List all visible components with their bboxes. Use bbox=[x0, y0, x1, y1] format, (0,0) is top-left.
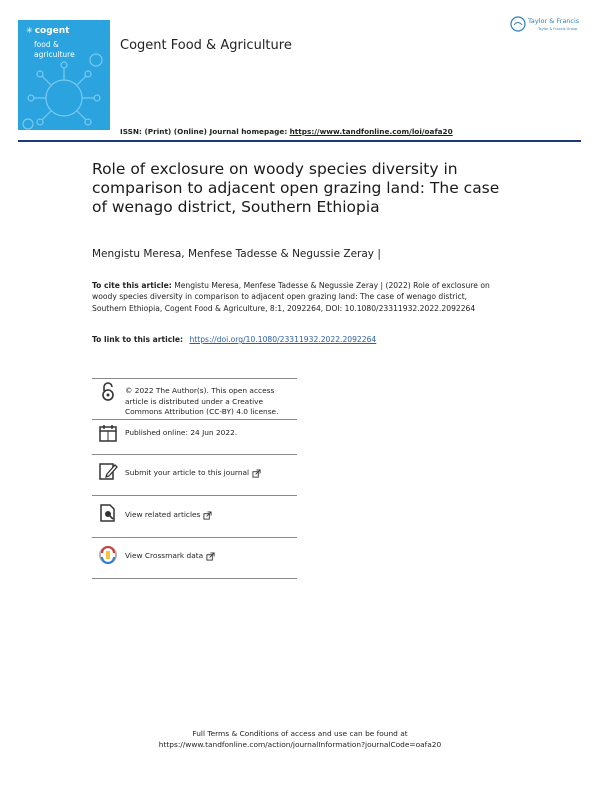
info-divider bbox=[92, 495, 297, 496]
publisher-name: Taylor & Francis bbox=[528, 17, 580, 25]
journal-title: Cogent Food & Agriculture bbox=[120, 38, 292, 53]
citation-text: Mengistu Meresa, Menfese Tadesse & Negussie Zeray | (2022) Role of exclosure on woody species diversity in comparison to adjacent open grazing land: The case of wenago district, Southern Ethiopia, Cogent Food & Agriculture, 8:1, 2092264, DOI: 10.1080/23311932.2022.2092264 bbox=[92, 281, 490, 313]
cover-subtitle-line2: agriculture bbox=[34, 50, 75, 59]
related-articles-link[interactable] bbox=[125, 510, 212, 521]
citation-block bbox=[92, 280, 502, 314]
cover-virus-graphic bbox=[18, 20, 110, 130]
article-authors: Mengistu Meresa, Menfese Tadesse & Negussie Zeray | bbox=[92, 248, 381, 260]
info-divider bbox=[92, 537, 297, 538]
footer-terms-link[interactable]: https://www.tandfonline.com/action/journalInformation?journalCode=oafa20 bbox=[158, 740, 442, 749]
external-link-icon bbox=[252, 469, 261, 478]
cover-subtitle-line1: food & bbox=[34, 40, 59, 49]
related-articles-label: View related articles bbox=[125, 510, 201, 519]
issn-label: ISSN: (Print) (Online) Journal homepage: bbox=[120, 127, 288, 136]
crossmark-icon[interactable] bbox=[98, 545, 118, 565]
publisher-logo bbox=[510, 14, 582, 38]
cover-brand: cogent bbox=[34, 26, 70, 36]
cover-logo-icon: ✳ bbox=[26, 26, 33, 35]
edit-icon[interactable] bbox=[98, 461, 118, 481]
license-text: © 2022 The Author(s). This open access article is distributed under a Creative Commons Attribution (CC-BY) 4.0 license. bbox=[125, 386, 279, 416]
header-divider bbox=[18, 140, 581, 142]
document-search-icon[interactable] bbox=[98, 503, 118, 523]
journal-homepage-link[interactable]: https://www.tandfonline.com/loi/oafa20 bbox=[289, 127, 453, 136]
article-link-line bbox=[92, 335, 376, 344]
crossmark-link[interactable] bbox=[125, 551, 215, 562]
article-doi-link[interactable]: https://doi.org/10.1080/23311932.2022.2092264 bbox=[189, 335, 377, 344]
crossmark-label: View Crossmark data bbox=[125, 551, 204, 560]
info-divider bbox=[92, 378, 297, 379]
external-link-icon bbox=[203, 511, 212, 520]
info-divider bbox=[92, 578, 297, 579]
issn-line bbox=[120, 127, 453, 136]
published-date: Published online: 24 Jun 2022. bbox=[125, 428, 238, 437]
info-divider bbox=[92, 454, 297, 455]
external-link-icon bbox=[206, 552, 215, 561]
submit-article-label: Submit your article to this journal bbox=[125, 468, 250, 477]
submit-article-link[interactable] bbox=[125, 468, 261, 479]
publisher-emblem-icon bbox=[510, 16, 526, 32]
calendar-icon bbox=[98, 423, 118, 443]
footer bbox=[0, 728, 600, 750]
open-access-lock-icon bbox=[98, 382, 118, 402]
info-divider bbox=[92, 419, 297, 420]
publisher-tagline: Taylor & Francis Group bbox=[538, 27, 578, 31]
article-link-label: To link to this article: bbox=[92, 335, 184, 344]
footer-terms: Full Terms & Conditions of access and use can be found at bbox=[192, 729, 408, 738]
journal-cover bbox=[18, 20, 110, 130]
article-title: Role of exclosure on woody species diversity in comparison to adjacent open grazing land: The case of wenago district, Southern Ethiopia bbox=[92, 160, 500, 216]
citation-label: To cite this article: bbox=[92, 281, 172, 290]
